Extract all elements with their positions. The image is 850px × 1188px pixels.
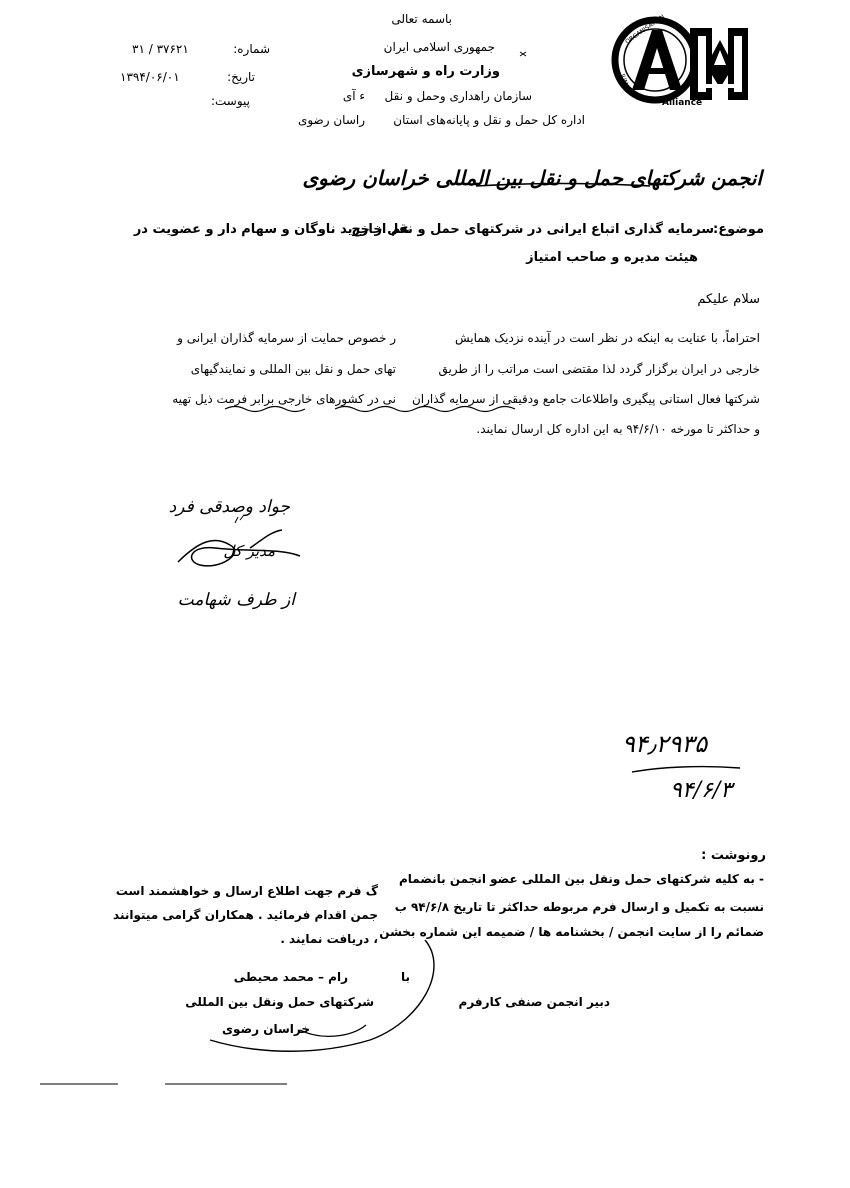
date-value: ۱۳۹۴/۰۶/۰۱ — [120, 70, 180, 84]
signature-note: از طرف شهامت — [177, 590, 295, 610]
cc-line-2-left: جمن اقدام فرمائید . همکاران گرامی میتوانند — [113, 908, 378, 922]
invocation: باسمه تعالی — [391, 12, 452, 26]
logo-small-text: IUMS — [618, 73, 631, 90]
footer-signer-name: رام – محمد محیطی — [233, 970, 348, 984]
cc-line-1-right: - به کلیه شرکتهای حمل ونقل بین المللی عضو انجمن بانضمام — [398, 872, 764, 886]
logo-ring-text: ORGANISATION — [624, 13, 666, 46]
letterhead-line-3: سازمان راهداری وحمل و نقل — [384, 89, 532, 103]
body-line-2-right: خارجی در ایران برگزار گردد لذا مقتضی است مراتب را از طریق — [438, 362, 760, 376]
date-label: تاریخ: — [227, 70, 255, 84]
body-line-1-right: احتراماً، با عنایت به اینکه در نظر است در آینده نزدیک همایش — [454, 331, 760, 345]
subject-line-2: هیئت مدیره و صاحب امتیاز — [526, 250, 698, 265]
province-fragment: راسان رضوی — [297, 113, 365, 127]
subject-text-left: عم از خرید ناوگان و سهام دار و عضویت در — [133, 222, 410, 237]
letterhead-code-fragment: ء آی — [342, 89, 365, 103]
body-line-3-right: شرکتها فعال استانی پیگیری واطلاعات جامع ودقیقی از سرمایه گذاران — [411, 392, 760, 406]
body-line-1-left: ر خصوص حمایت از سرمایه گذاران ایرانی و — [177, 331, 396, 345]
body-line-4-right: و حداکثر تا مورخه ۹۴/۶/۱۰ به این اداره کل ارسال نمایند. — [476, 422, 760, 436]
handwritten-number-underline — [632, 767, 740, 772]
footer-salutation: با — [400, 970, 410, 984]
attachment-label: پیوست: — [210, 94, 250, 108]
signature-flourish-icon — [235, 515, 244, 523]
number-label: شماره: — [233, 42, 270, 56]
letterhead-line-1: جمهوری اسلامی ایران — [383, 40, 495, 54]
signature-scribble-icon — [178, 530, 300, 566]
signature-name: جواد وصدقی فرد — [168, 497, 290, 517]
cc-line-1-left: گ فرم جهت اطلاع ارسال و خواهشمند است — [115, 884, 378, 898]
recipient-underline — [476, 184, 650, 187]
footer-signature-tail-icon — [300, 1025, 366, 1036]
body-line-3-left: نی در کشورهای خارجی برابر فرمت ذیل تهیه — [172, 392, 396, 406]
cc-line-3-left: ، دریافت نمایند . — [280, 932, 378, 946]
footer-position-left: شرکتهای حمل ونقل بین المللی — [185, 995, 374, 1009]
body-underline-2 — [225, 407, 305, 412]
cc-line-3-right: ضمائم را از سایت انجمن / بخشنامه ها / ضمیمه این شماره بخشن — [379, 925, 764, 939]
recipient-handwritten: انجمن شرکتهای حمل و نقل بین المللی خراسان رضوی — [302, 166, 762, 190]
logo-text: Alliance — [662, 98, 703, 108]
footer-signature-icon — [210, 940, 434, 1051]
subject-text-right: سرمایه گذاری اتباع ایرانی در شرکتهای حمل و نقل خارج — [351, 222, 714, 237]
subject-label: موضوع: — [713, 222, 764, 237]
cc-line-2-right: نسبت به تکمیل و ارسال فرم مربوطه حداکثر تا تاریخ ۹۴/۶/۸ ب — [394, 900, 764, 914]
handwritten-registration-date: ۹۴/۶/۳ — [670, 778, 733, 803]
letterhead-line-4: اداره کل حمل و نقل و پایانه‌های استان — [393, 113, 585, 127]
handwritten-registration-number: ۹۴٫۲۹۳۵ — [622, 730, 708, 758]
greeting: سلام علیکم — [697, 292, 760, 307]
footer-province: خراسان رضوی — [222, 1022, 310, 1036]
cc-title: رونوشت : — [701, 848, 766, 863]
signature-title: مدیر کل — [223, 542, 275, 560]
body-line-2-left: تهای حمل و نقل بین المللی و نمایندگیهای — [190, 362, 396, 376]
body-underline-1 — [335, 407, 515, 412]
footer-position-right: دبیر انجمن صنفی کارفرم — [458, 995, 610, 1009]
letterhead-line-2: وزارت راه و شهرسازی — [351, 64, 500, 79]
number-value: ۳۱ / ۳۷۶۲۱ — [132, 42, 189, 56]
pen-mark — [520, 52, 526, 56]
